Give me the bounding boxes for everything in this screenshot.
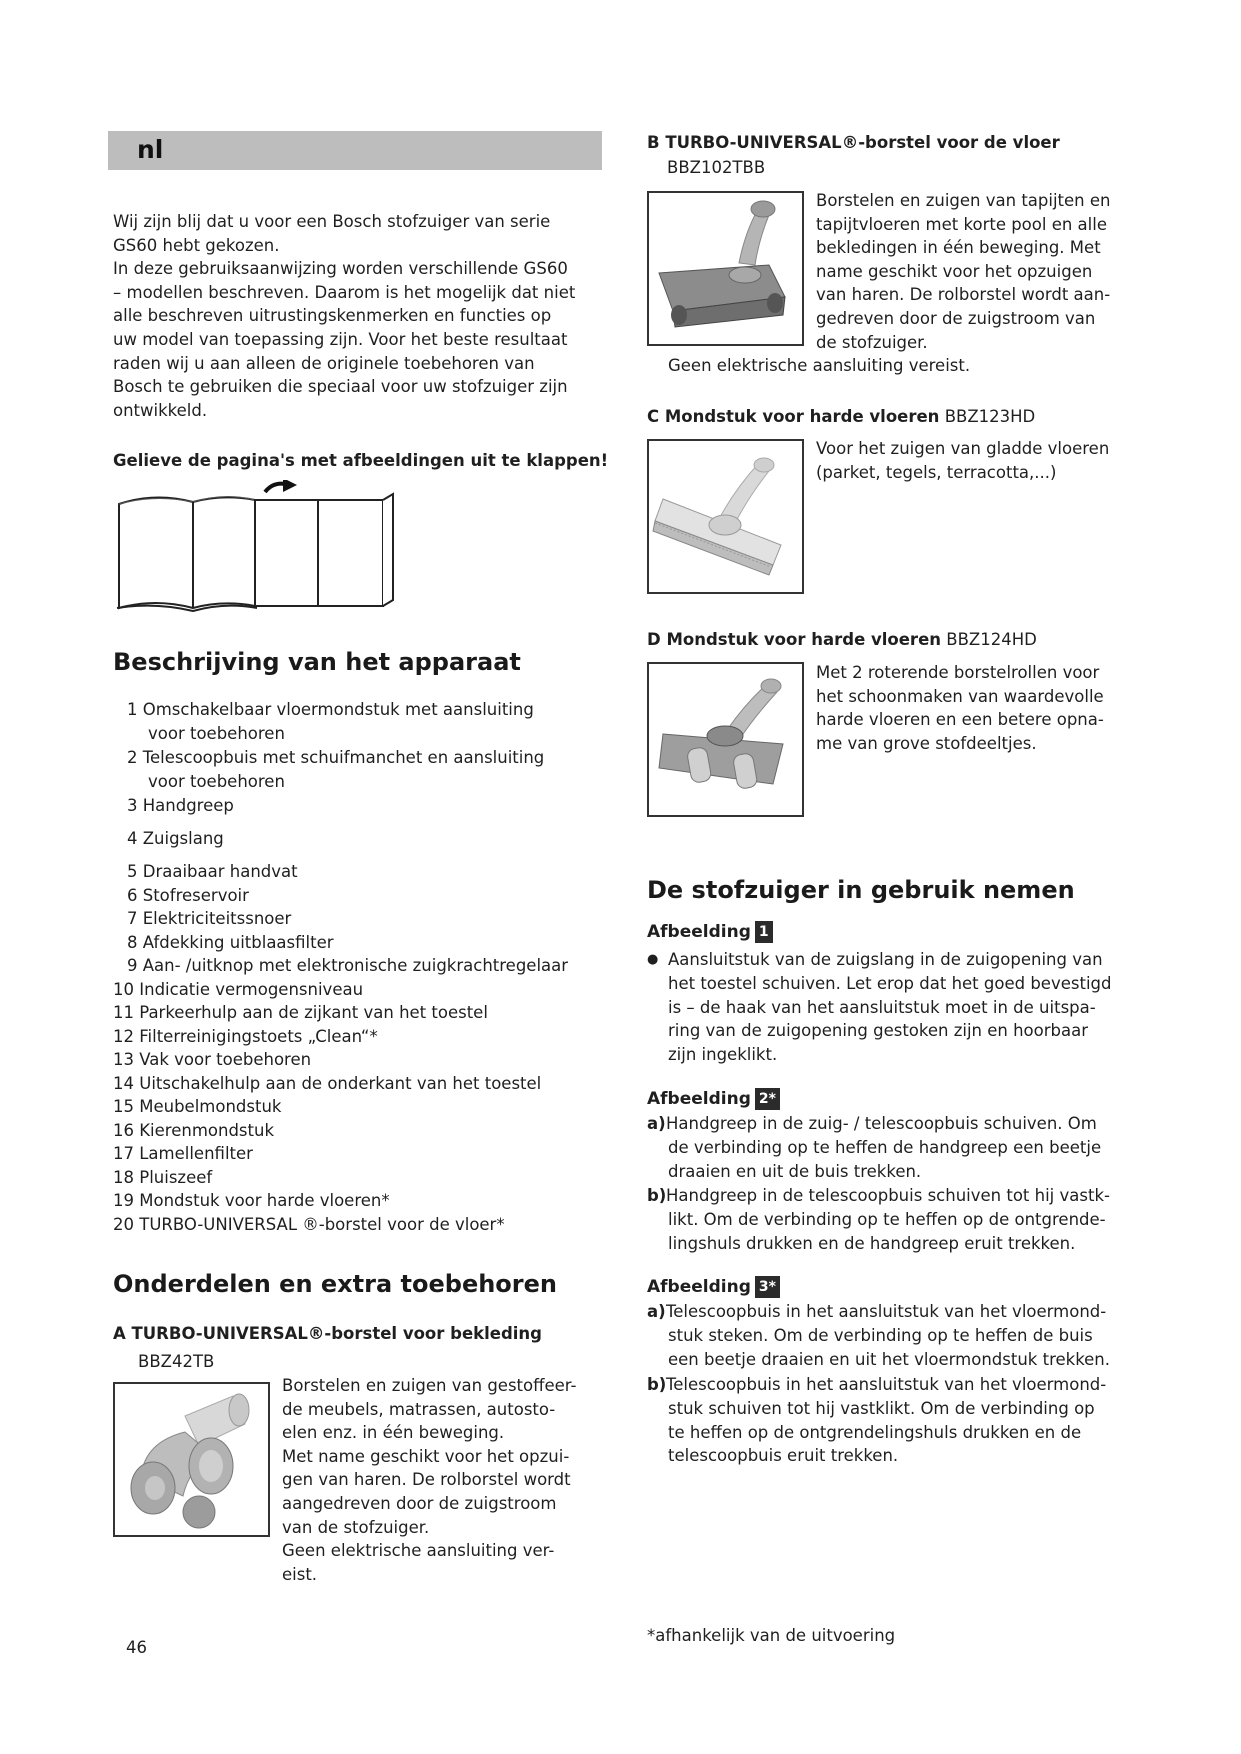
- accessory-b-line: de stofzuiger.: [816, 332, 928, 352]
- rotating-brush-nozzle-image: [647, 662, 804, 817]
- step-a-label: a): [647, 1114, 666, 1133]
- description-item: 5 Draaibaar handvat: [127, 862, 298, 881]
- figure-3-step-b-text: [666, 1373, 1186, 1468]
- description-item: 2 Telescoopbuis met schuifmanchet en aansluiting: [127, 748, 545, 767]
- description-title: Beschrijving van het apparaat: [113, 648, 521, 676]
- accessories-title: Onderdelen en extra toebehoren: [113, 1270, 557, 1298]
- accessory-a-line: aangedreven door de zuigstroom: [282, 1493, 557, 1513]
- accessory-a-line: Borstelen en zuigen van gestoffeer-: [282, 1376, 577, 1395]
- step-b-label: b): [647, 1375, 667, 1394]
- accessory-a-heading: A TURBO-UNIVERSAL®-borstel voor bekleding: [113, 1324, 542, 1343]
- intro-line: ontwikkeld.: [113, 400, 208, 420]
- figure-3-number: 3*: [755, 1276, 780, 1298]
- floor-turbo-brush-image: [647, 191, 804, 346]
- description-item: 20 TURBO-UNIVERSAL ®-borstel voor de vloer*: [113, 1215, 505, 1234]
- description-item: 9 Aan- /uitknop met elektronische zuigkrachtregelaar: [127, 956, 569, 975]
- description-item: 18 Pluiszeef: [113, 1168, 213, 1187]
- description-item: 7 Elektriciteitssnoer: [127, 909, 292, 928]
- intro-line: alle beschreven uitrustingskenmerken en functies op: [113, 306, 552, 326]
- figure-3-b-line: telescoopbuis eruit trekken.: [668, 1446, 899, 1466]
- language-label: nl: [137, 135, 164, 164]
- accessory-a-line: Met name geschikt voor het opzui-: [282, 1446, 570, 1466]
- fold-out-note: Gelieve de pagina's met afbeeldingen uit te klappen!: [113, 451, 609, 470]
- accessory-a-description: [282, 1374, 612, 1586]
- figure-3-a-line: een beetje draaien en uit het vloermondstuk trekken.: [668, 1349, 1111, 1369]
- accessory-d-heading: D Mondstuk voor harde vloeren: [647, 630, 942, 649]
- intro-line: Bosch te gebruiken die speciaal voor uw stofzuiger zijn: [113, 377, 568, 397]
- description-item: 12 Filterreinigingstoets „Clean“*: [113, 1027, 378, 1046]
- step-a-label: a): [647, 1302, 666, 1321]
- accessory-b-note: Geen elektrische aansluiting vereist.: [668, 356, 971, 375]
- figure-2-b-line: likt. Om de verbinding op te heffen op de ontgrende-: [668, 1209, 1106, 1229]
- accessory-b-line: van haren. De rolborstel wordt aan-: [816, 285, 1111, 305]
- description-item: 6 Stofreservoir: [127, 886, 249, 905]
- figure-3-a-line: stuk steken. Om de verbinding op te heffen de buis: [668, 1325, 1093, 1345]
- description-item: 16 Kierenmondstuk: [113, 1121, 275, 1140]
- figure-2-step-b-text: [666, 1184, 1186, 1255]
- figure-2-b-line: lingshuls drukken en de handgreep eruit trekken.: [668, 1233, 1076, 1253]
- figure-3-heading: [647, 1276, 780, 1298]
- accessory-b-description: [816, 189, 1146, 354]
- accessory-c-code: BBZ123HD: [944, 407, 1036, 426]
- accessory-b-line: tapijtvloeren met korte pool en alle: [816, 214, 1107, 234]
- figure-1-line: het toestel schuiven. Let erop dat het goed bevestigd: [668, 973, 1112, 993]
- description-item: 17 Lamellenfilter: [113, 1144, 253, 1163]
- figure-1-line: zijn ingeklikt.: [668, 1045, 778, 1065]
- description-item: 19 Mondstuk voor harde vloeren*: [113, 1191, 390, 1210]
- figure-2-b-line: Handgreep in de telescoopbuis schuiven tot hij vastk-: [666, 1186, 1110, 1205]
- accessory-b-heading: B TURBO-UNIVERSAL®-borstel voor de vloer: [647, 133, 1060, 152]
- accessory-a-line: gen van haren. De rolborstel wordt: [282, 1470, 571, 1490]
- description-item: voor toebehoren: [148, 772, 285, 791]
- accessory-a-line: elen enz. in één beweging.: [282, 1423, 505, 1443]
- description-item: voor toebehoren: [148, 724, 285, 743]
- accessory-c-title: [647, 407, 1035, 426]
- accessory-a-code: BBZ42TB: [138, 1352, 215, 1371]
- language-bar: [108, 131, 602, 170]
- intro-line: GS60 hebt gekozen.: [113, 235, 280, 255]
- description-item: 14 Uitschakelhulp aan de onderkant van het toestel: [113, 1074, 542, 1093]
- figure-3-a-line: Telescoopbuis in het aansluitstuk van het vloermond-: [666, 1302, 1107, 1321]
- accessory-c-heading: C Mondstuk voor harde vloeren: [647, 407, 940, 426]
- figure-1-line: ring van de zuigopening gestoken zijn en hoorbaar: [668, 1021, 1089, 1041]
- usage-title: De stofzuiger in gebruik nemen: [647, 876, 1075, 904]
- step-b-label: b): [647, 1186, 667, 1205]
- intro-line: raden wij u aan alleen de originele toebehoren van: [113, 353, 535, 373]
- figure-2-a-line: de verbinding op te heffen de handgreep een beetje: [668, 1137, 1102, 1157]
- accessory-c-line: Voor het zuigen van gladde vloeren: [816, 439, 1110, 458]
- figure-3-label: Afbeelding: [647, 1277, 751, 1297]
- accessory-d-line: me van grove stofdeeltjes.: [816, 733, 1037, 753]
- figure-2-a-line: Handgreep in de zuig- / telescoopbuis schuiven. Om: [666, 1114, 1097, 1133]
- intro-line: – modellen beschreven. Daarom is het mogelijk dat niet: [113, 282, 576, 302]
- intro-line: In deze gebruiksaanwijzing worden verschillende GS60: [113, 259, 568, 279]
- accessory-d-line: Met 2 roterende borstelrollen voor: [816, 663, 1100, 682]
- accessory-b-code: BBZ102TBB: [667, 158, 766, 177]
- figure-1-number: 1: [755, 921, 773, 943]
- accessory-c-description: [816, 437, 1146, 484]
- description-item: 8 Afdekking uitblaasfilter: [127, 933, 334, 952]
- description-item: 13 Vak voor toebehoren: [113, 1050, 312, 1069]
- description-item: 1 Omschakelbaar vloermondstuk met aansluiting: [127, 700, 534, 719]
- figure-2-heading: [647, 1088, 780, 1110]
- accessory-a-line: Geen elektrische aansluiting ver-: [282, 1541, 555, 1561]
- figure-2-step-a-text: [666, 1112, 1186, 1183]
- figure-3-b-line: te heffen op de ontgrendelingshuls drukken en de: [668, 1422, 1082, 1442]
- accessory-d-code: BBZ124HD: [946, 630, 1037, 649]
- footnote: *afhankelijk van de uitvoering: [647, 1626, 896, 1645]
- accessory-a-line: van de stofzuiger.: [282, 1517, 430, 1537]
- accessory-c-line: (parket, tegels, terracotta,...): [816, 462, 1057, 482]
- fold-out-pages-illustration: [115, 480, 435, 620]
- accessory-b-line: name geschikt voor het opzuigen: [816, 261, 1093, 281]
- figure-3-b-line: stuk schuiven tot hij vastklikt. Om de verbinding op: [668, 1398, 1095, 1418]
- accessory-a-line: eist.: [282, 1564, 318, 1584]
- accessory-b-line: Borstelen en zuigen van tapijten en: [816, 191, 1111, 210]
- page-number: 46: [126, 1638, 147, 1657]
- figure-3-step-a-text: [666, 1300, 1186, 1371]
- accessory-b-line: gedreven door de zuigstroom van: [816, 308, 1096, 328]
- description-item: 11 Parkeerhulp aan de zijkant van het toestel: [113, 1003, 488, 1022]
- figure-2-label: Afbeelding: [647, 1089, 751, 1109]
- figure-1-line: is – de haak van het aansluitstuk moet in de uitspa-: [668, 997, 1096, 1017]
- intro-line: uw model van toepassing zijn. Voor het beste resultaat: [113, 329, 568, 349]
- upholstery-turbo-brush-image: [113, 1382, 270, 1537]
- figure-1-text: [668, 948, 1188, 1067]
- accessory-a-line: de meubels, matrassen, autosto-: [282, 1399, 556, 1419]
- figure-1-line: Aansluitstuk van de zuigslang in de zuigopening van: [668, 950, 1103, 969]
- accessory-d-line: het schoonmaken van waardevolle: [816, 686, 1104, 706]
- description-item: 3 Handgreep: [127, 796, 234, 815]
- hard-floor-nozzle-image: [647, 439, 804, 594]
- bullet-icon: ●: [647, 952, 659, 967]
- intro-paragraph: [113, 210, 613, 422]
- figure-1-label: Afbeelding: [647, 922, 751, 942]
- accessory-d-description: [816, 661, 1146, 755]
- description-item: 4 Zuigslang: [127, 829, 224, 848]
- intro-line: Wij zijn blij dat u voor een Bosch stofzuiger van serie: [113, 212, 551, 231]
- figure-3-b-line: Telescoopbuis in het aansluitstuk van het vloermond-: [666, 1375, 1107, 1394]
- accessory-b-line: bekledingen in één beweging. Met: [816, 238, 1101, 258]
- description-item: 15 Meubelmondstuk: [113, 1097, 282, 1116]
- figure-2-number: 2*: [755, 1088, 780, 1110]
- accessory-d-title: [647, 630, 1037, 649]
- figure-1-heading: [647, 921, 773, 943]
- description-item: 10 Indicatie vermogensniveau: [113, 980, 364, 999]
- accessory-d-line: harde vloeren en een betere opna-: [816, 710, 1104, 730]
- figure-2-a-line: draaien en uit de buis trekken.: [668, 1161, 922, 1181]
